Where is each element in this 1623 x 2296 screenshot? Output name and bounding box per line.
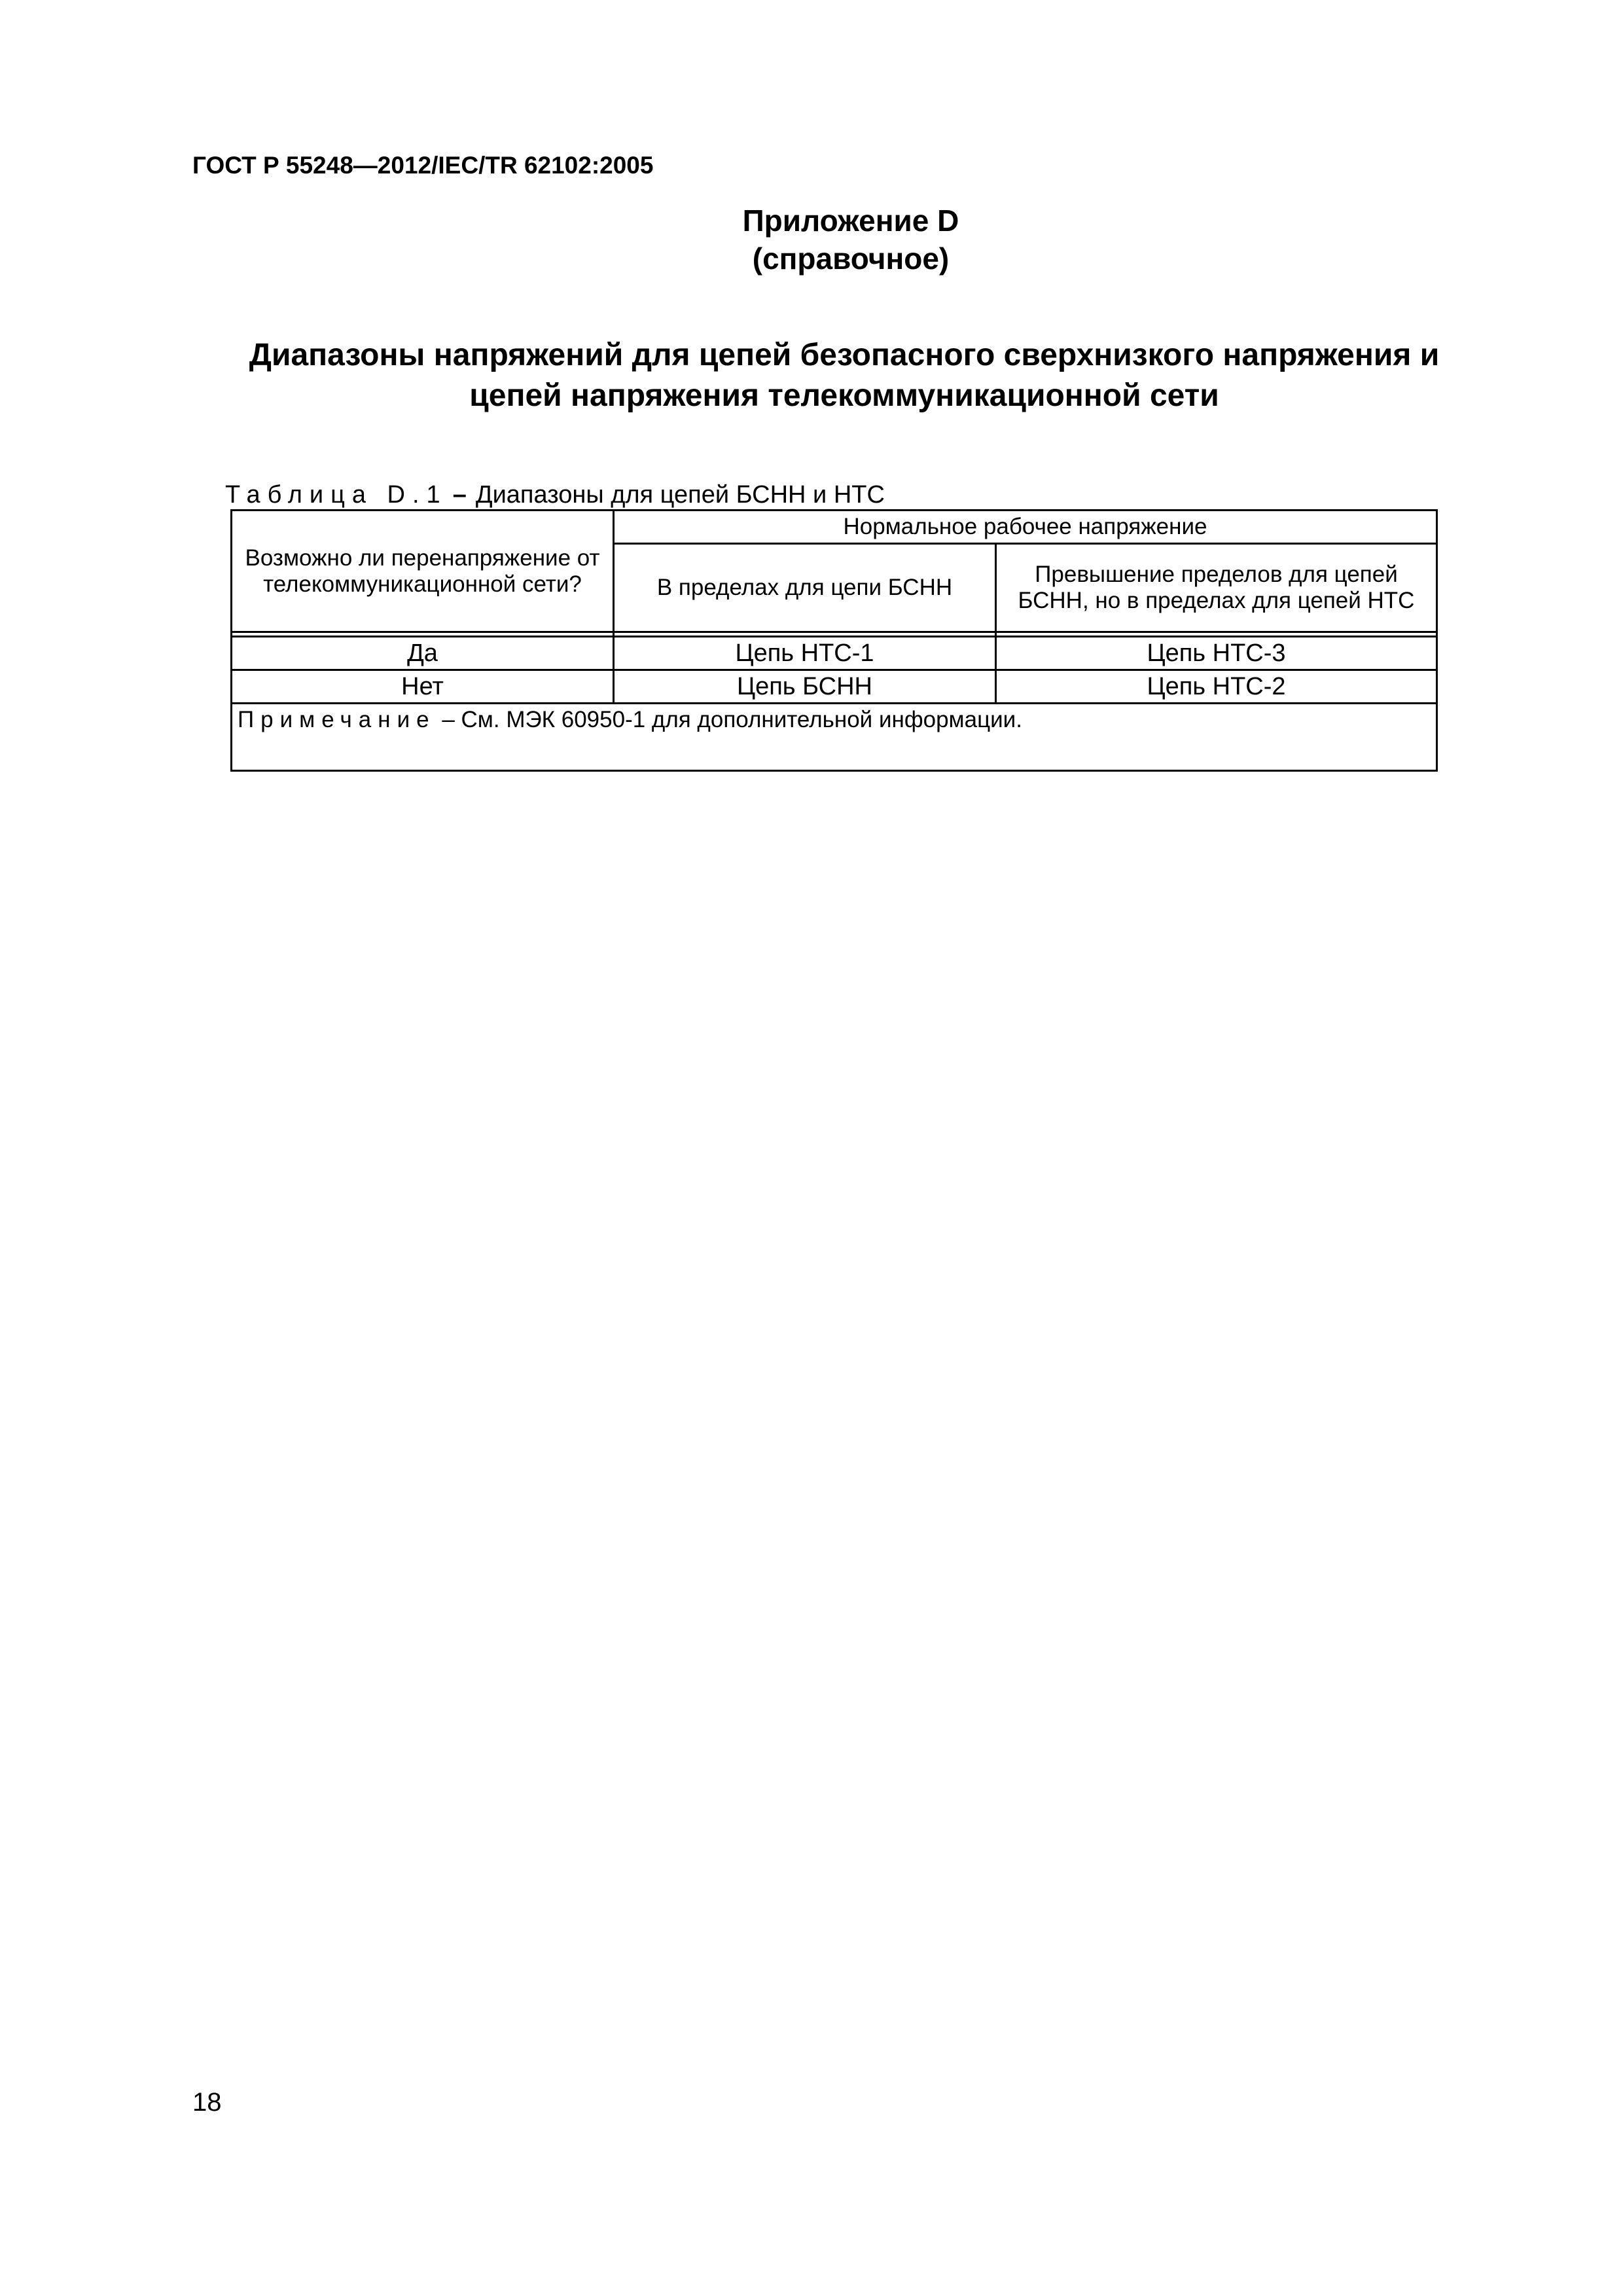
table-header-separator [232,632,1437,637]
cell-answer: Нет [232,670,614,704]
table-note-row [232,704,1437,771]
note-dash: – [442,707,455,732]
header-normal-voltage: Нормальное рабочее напряжение [614,511,1437,544]
appendix-subtitle: (справочное) [752,242,950,276]
cell-exceed: Цепь НТС-3 [996,637,1437,670]
section-title-line-2: цепей напряжения телекоммуникационной сети [469,378,1219,413]
note-label: Примечание [238,707,436,732]
cell-exceed: Цепь НТС-2 [996,670,1437,704]
table-caption-text: Диапазоны для цепей БСНН и НТС [475,481,885,509]
section-title-line-1: Диапазоны напряжений для цепей безопасного сверхнизкого напряжения и [249,338,1440,372]
table-row [232,637,1437,670]
appendix-title: Приложение D [742,204,959,238]
cell-answer: Да [232,637,614,670]
table-caption-dash: – [452,481,467,509]
table-row [232,670,1437,704]
table-caption-label: Таблица D.1 [225,481,448,509]
header-overvoltage-question: Возможно ли перенапряжение от телекоммуникационной сети? [232,511,614,632]
page-number: 18 [192,2088,222,2117]
cell-within: Цепь НТС-1 [614,637,996,670]
header-exceed-limits: Превышение пределов для цепей БСНН, но в пределах для цепей НТС [996,544,1437,632]
note-text: См. МЭК 60950-1 для дополнительной информации. [461,707,1022,732]
table-caption [225,480,885,509]
cell-within: Цепь БСНН [614,670,996,704]
table-note [232,704,1437,771]
header-within-limits: В пределах для цепи БСНН [614,544,996,632]
section-title [196,335,1492,416]
voltage-ranges-table [230,509,1438,772]
appendix-heading [654,202,1047,278]
table-header-row [232,511,1437,544]
document-header: ГОСТ Р 55248—2012/IEC/TR 62102:2005 [192,152,654,179]
